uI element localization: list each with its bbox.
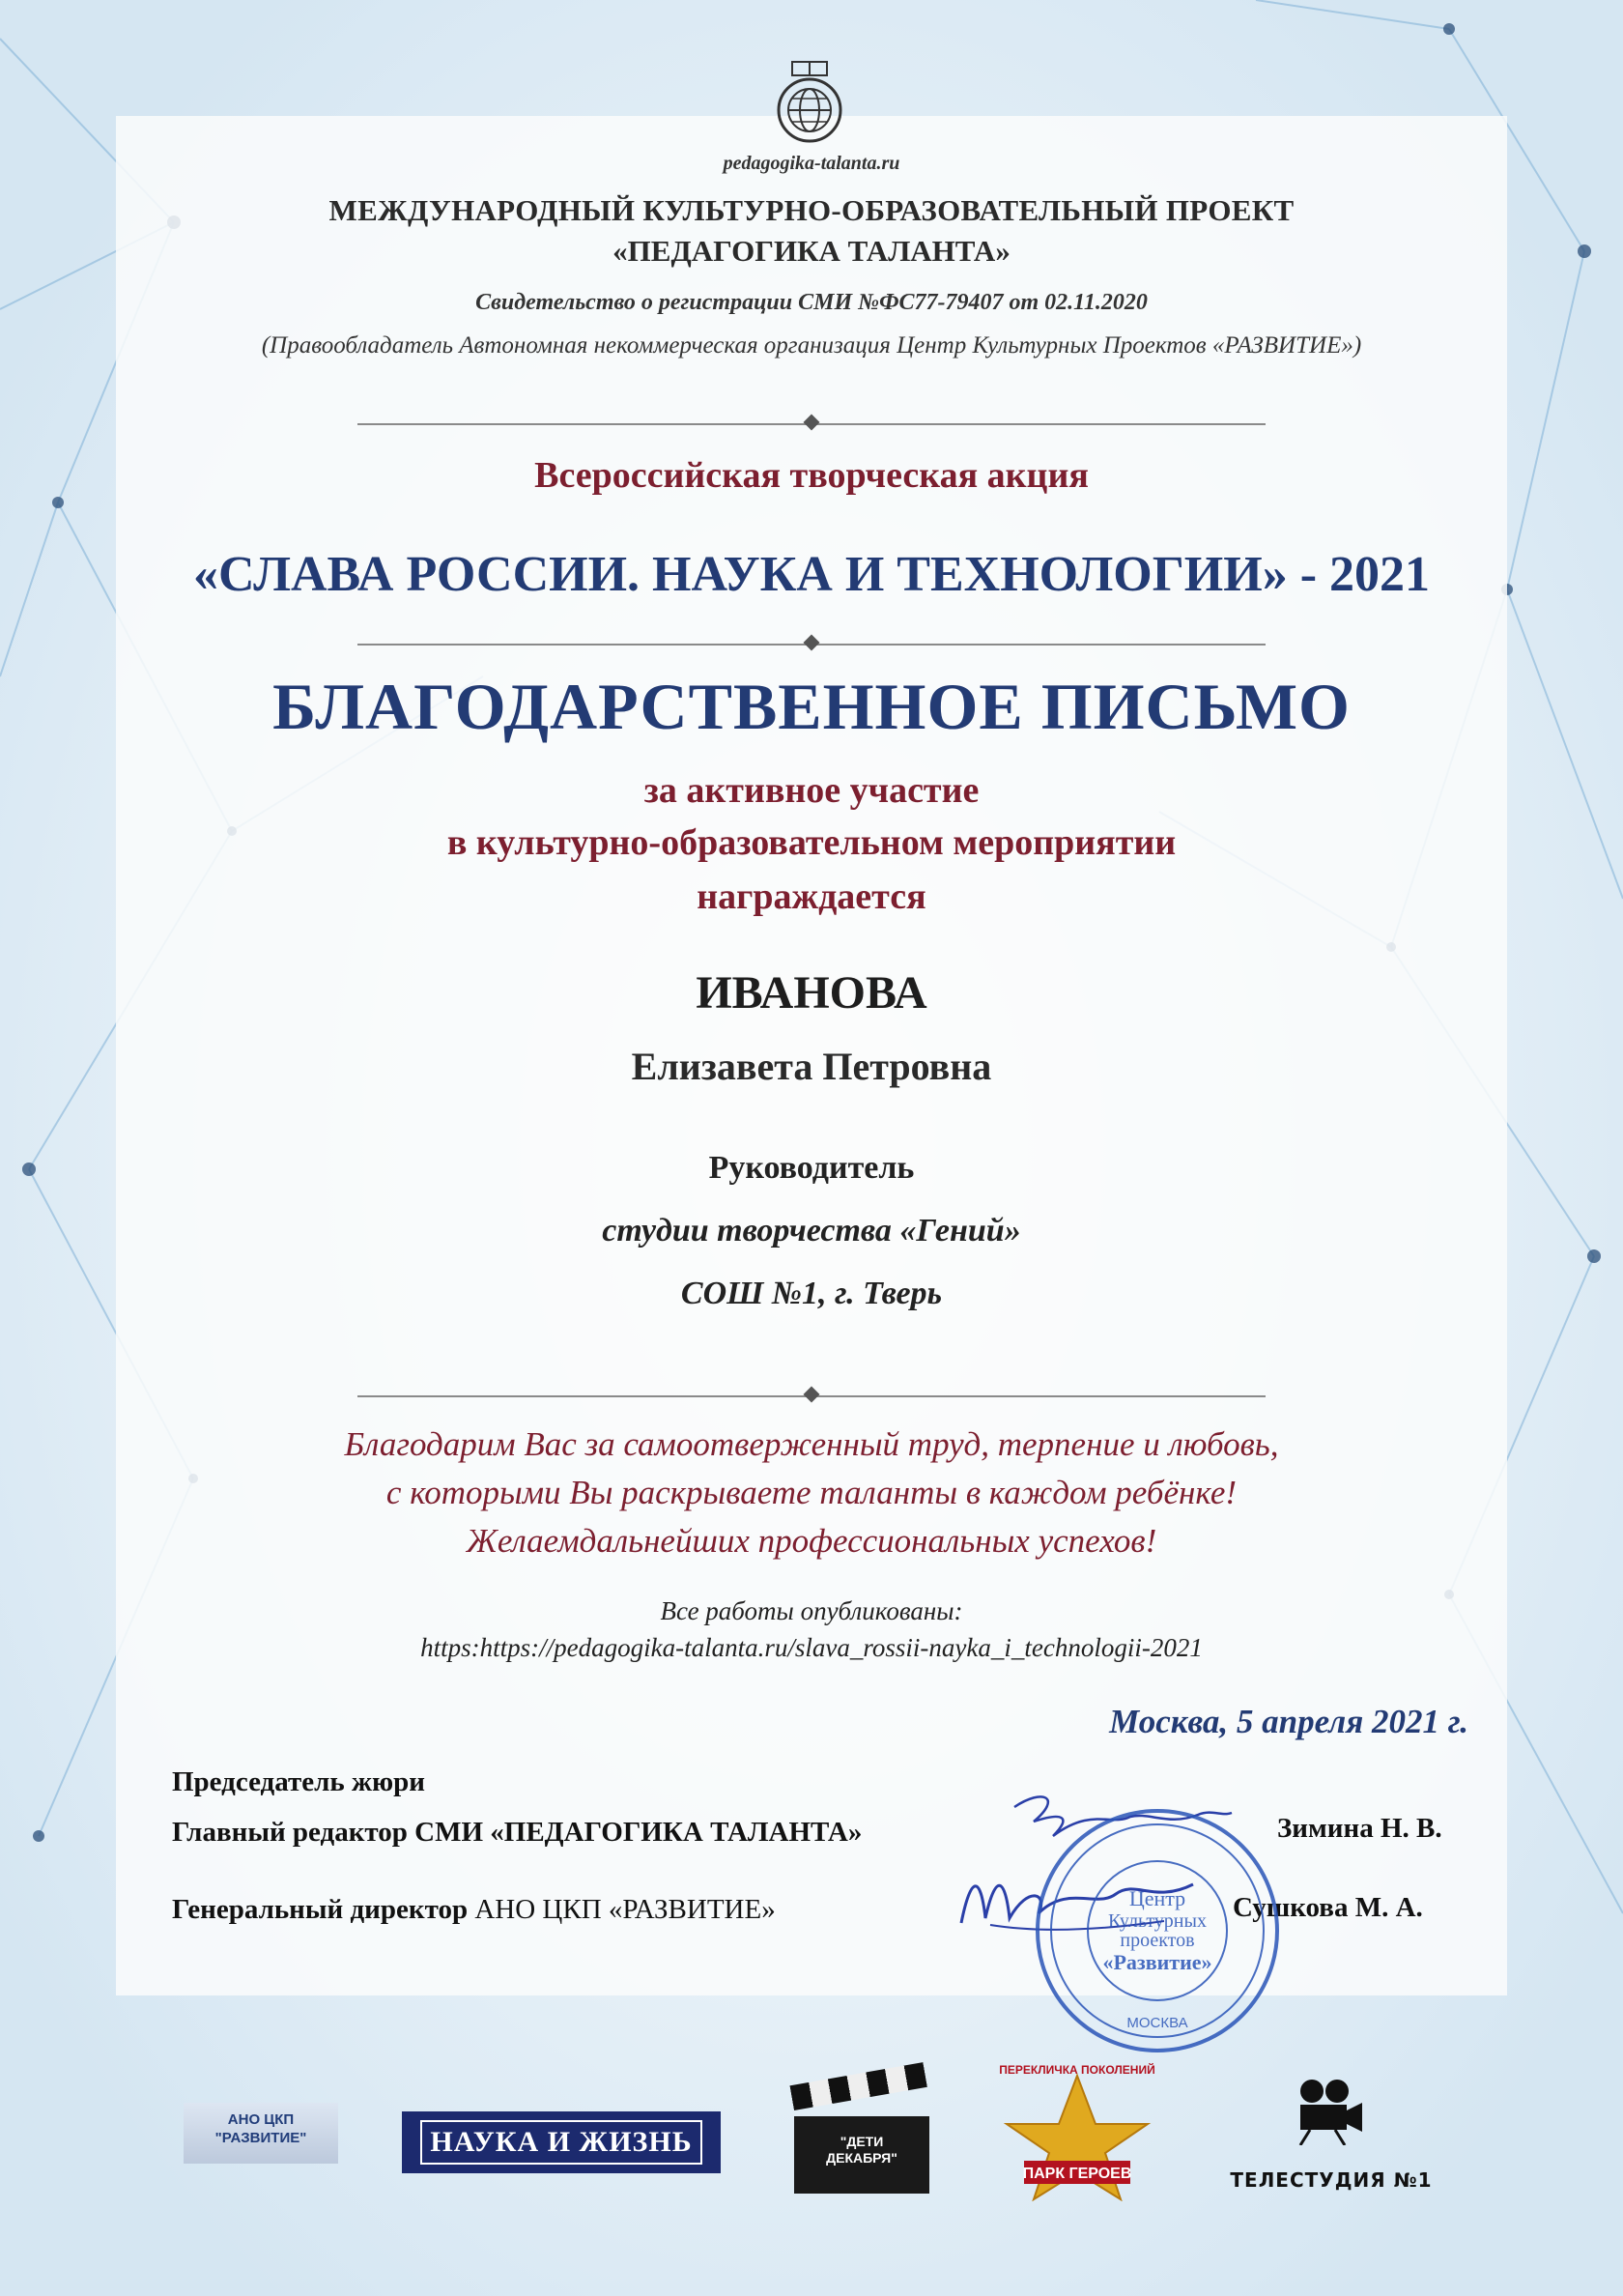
site-name: pedagogika-talanta.ru (723, 153, 900, 174)
recipient-surname: ИВАНОВА (696, 967, 927, 1019)
org-title-line2: «ПЕДАГОГИКА ТАЛАНТА» (612, 234, 1011, 268)
divider (357, 423, 1266, 425)
park-top-text: ПЕРЕКЛИЧКА ПОКОЛЕНИЙ (999, 2063, 1155, 2077)
sponsor-nauka-text: НАУКА И ЖИЗНЬ (420, 2120, 701, 2165)
divider (357, 644, 1266, 646)
recipient-position: Руководитель (708, 1150, 915, 1186)
director-title-rest: АНО ЦКП «РАЗВИТИЕ» (474, 1894, 776, 1925)
publication-link[interactable]: https:https://pedagogika-talanta.ru/slava_rossii-nayka_i_technologii-2021 (420, 1633, 1203, 1662)
sponsor-nauka-logo (402, 2111, 721, 2173)
recipient-names: Елизавета Петровна (631, 1045, 992, 1088)
thanks-line: с которыми Вы раскрываете таланты в каждом ребёнке! (385, 1474, 1238, 1511)
stamp-text: Культурных (1108, 1910, 1207, 1932)
reason-line: в культурно-образовательном мероприятии (446, 822, 1177, 863)
place-date: Москва, 5 апреля 2021 г. (1109, 1703, 1468, 1740)
event-type: Всероссийская творческая акция (534, 455, 1089, 496)
official-stamp-icon (1032, 1805, 1283, 2056)
sponsor-tele-logo (1225, 2078, 1438, 2203)
stamp-text: «Развитие» (1102, 1950, 1212, 1974)
recipient-school: СОШ №1, г. Тверь (680, 1276, 943, 1311)
stamp-text: проектов (1120, 1930, 1195, 1951)
sponsor-deti-logo (794, 2078, 929, 2194)
recipient-studio: студии творчества «Гений» (602, 1213, 1021, 1248)
director-title (172, 1894, 776, 1926)
editor-name: Зимина Н. В. (1277, 1813, 1442, 1844)
park-bottom-text: ПАРК ГЕРОЕВ (1022, 2166, 1132, 2182)
sponsor-ano-line: "РАЗВИТИЕ" (214, 2130, 307, 2146)
sponsor-park-logo (995, 2056, 1159, 2201)
sponsor-deti-line: "ДЕТИ (840, 2134, 884, 2149)
sponsor-ano-logo (184, 2103, 338, 2164)
thanks-line: Желаемдальнейших профессиональных успехов! (466, 1522, 1157, 1560)
stamp-text: Центр (1128, 1886, 1186, 1910)
letter-heading: БЛАГОДАРСТВЕННОЕ ПИСЬМО (272, 670, 1351, 743)
sponsor-ano-line: АНО ЦКП (227, 2111, 295, 2128)
sponsor-deti-line: ДЕКАБРЯ" (826, 2150, 897, 2166)
divider (357, 1395, 1266, 1397)
reason-line: награждается (697, 876, 926, 917)
event-title: «СЛАВА РОССИИ. НАУКА И ТЕХНОЛОГИИ» - 2021 (192, 547, 1431, 602)
film-camera-icon (1291, 2078, 1372, 2145)
owner-note: (Правообладатель Автономная некоммерческая организация Центр Культурных Проектов «РАЗВИТИЕ») (261, 332, 1362, 359)
reason-line: за активное участие (643, 770, 980, 811)
thanks-line: Благодарим Вас за самоотверженный труд, терпение и любовь, (344, 1425, 1279, 1463)
editor-title: Главный редактор СМИ «ПЕДАГОГИКА ТАЛАНТА» (172, 1817, 863, 1848)
globe-book-logo-icon (773, 60, 846, 147)
director-title-bold: Генеральный директор (172, 1894, 469, 1925)
jury-chair-label: Председатель жюри (172, 1766, 425, 1797)
org-title-line1: МЕЖДУНАРОДНЫЙ КУЛЬТУРНО-ОБРАЗОВАТЕЛЬНЫЙ ПРОЕКТ (328, 193, 1295, 227)
stamp-city: МОСКВА (1126, 2015, 1188, 2031)
clapperboard-body (794, 2116, 929, 2194)
sponsor-tele-text: ТЕЛЕСТУДИЯ №1 (1230, 2168, 1433, 2192)
director-name: Сушкова М. А. (1233, 1892, 1423, 1923)
publication-heading: Все работы опубликованы: (660, 1596, 963, 1625)
registration-note: Свидетельство о регистрации СМИ №ФС77-79407 от 02.11.2020 (475, 290, 1148, 315)
